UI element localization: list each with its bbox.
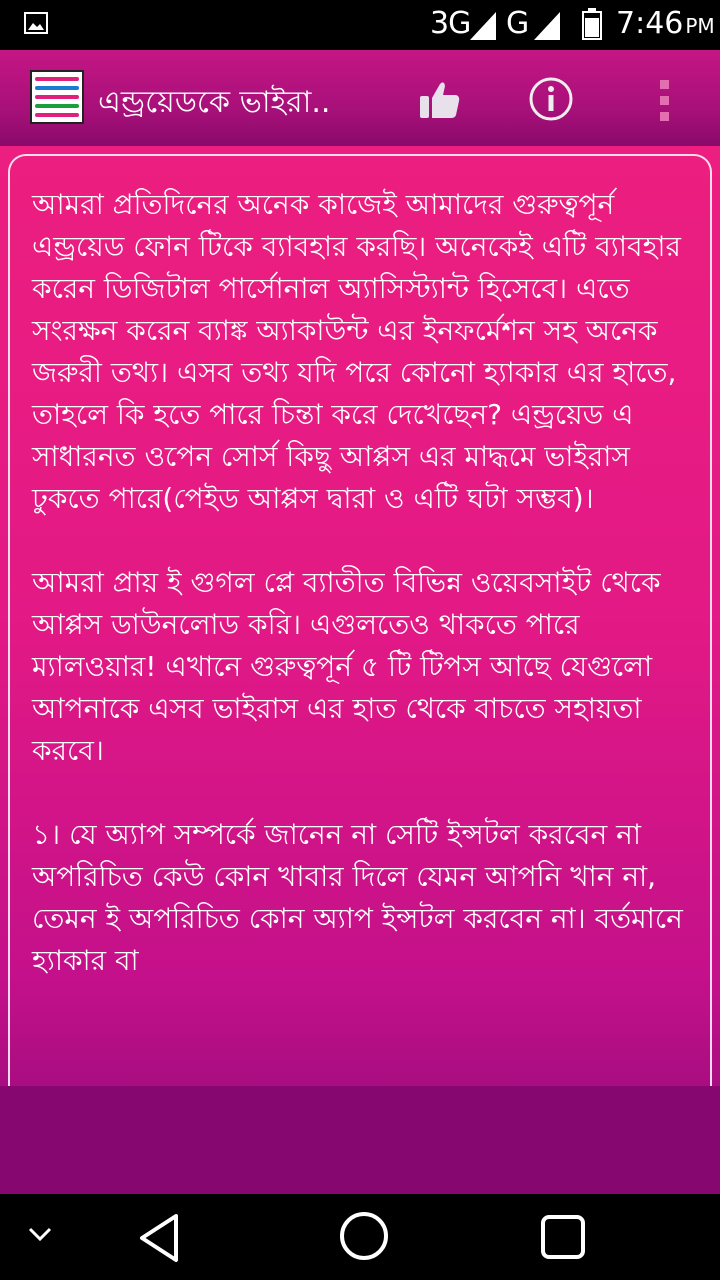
article-paragraph-3: ১। যে অ্যাপ সম্পর্কে জানেন না সেটি ইন্সটল করবেন না অপরিচিত কেউ কোন খাবার দিলে যেমন আপনি খান না, তেমন ই অপরিচিত কোন অ্যাপ ইন্সটল করবেন না। বর্তমানে হ্যাকার বা <box>32 818 683 977</box>
dot <box>660 96 669 105</box>
dot <box>660 80 669 89</box>
collapse-icon[interactable] <box>26 1220 54 1248</box>
content-area <box>0 146 720 1194</box>
app-logo[interactable] <box>30 70 84 124</box>
article-paragraph-1: আমরা প্রতিদিনের অনেক কাজেই আমাদের গুরুত্বপূর্ন এন্ড্রয়েড ফোন টিকে ব্যাবহার করছি। অনেকেই এটি ব্যাবহার করেন ডিজিটাল পার্সোনাল অ্যাসিস্ট্যান্ট হিসেবে। এতে সংরক্ষন করেন ব্যাঙ্ক অ্যাকাউন্ট এর ইনফর্মেশন সহ অনেক জরুরী তথ্য। এসব তথ্য যদি পরে কোনো হ্যাকার এর হাতে, তাহলে কি হতে পারে চিন্তা করে দেখেছেন? এন্ড্রয়েড এ সাধারনত ওপেন সোর্স কিছু আপ্পস এর মাদ্ধমে ভাইরাস ঢুকতে পারে(পেইড আপ্পস দ্বারা ও এটি ঘটা সম্ভব)। <box>32 188 681 515</box>
back-icon[interactable] <box>136 1212 184 1264</box>
more-vert-icon[interactable] <box>652 76 676 126</box>
logo-stripe <box>35 104 79 108</box>
logo-stripe <box>35 86 79 90</box>
clock-ampm: PM <box>685 14 715 38</box>
logo-stripe <box>35 77 79 81</box>
clock <box>616 6 715 41</box>
clock-time: 7:46 <box>616 6 684 41</box>
navigation-bar <box>0 1194 720 1280</box>
logo-stripe <box>35 113 79 117</box>
status-bar <box>0 0 720 50</box>
app-toolbar <box>0 50 720 146</box>
article-paragraph-2: আমরা প্রায় ই গুগল প্লে ব্যাতীত বিভিন্ন ওয়েবসাইট থেকে আপ্পস ডাউনলোড করি। এগুলতেও থাকতে পারে ম্যালওয়ার! এখানে গুরুত্বপূর্ন ৫ টি টিপস আছে যেগুলো আপনাকে এসব ভাইরাস এর হাত থেকে বাচতে সহায়তা করবে। <box>32 566 661 767</box>
bottom-panel <box>0 1086 720 1194</box>
network-3g-label: 3G <box>430 6 471 41</box>
thumbs-up-icon[interactable] <box>418 78 462 122</box>
home-icon[interactable] <box>338 1210 390 1262</box>
info-icon[interactable] <box>528 76 574 122</box>
article-box[interactable] <box>8 154 712 1086</box>
network-g-label: G <box>506 6 530 41</box>
signal-icon-2 <box>534 12 560 40</box>
logo-stripe <box>35 95 79 99</box>
battery-icon <box>582 8 602 40</box>
gallery-notification-icon <box>24 12 48 34</box>
signal-icon <box>470 12 496 40</box>
toolbar-title: এন্ড্রয়েডকে ভাইরা.. <box>98 85 331 120</box>
dot <box>660 112 669 121</box>
article-text <box>10 156 710 982</box>
recents-icon[interactable] <box>540 1214 586 1260</box>
